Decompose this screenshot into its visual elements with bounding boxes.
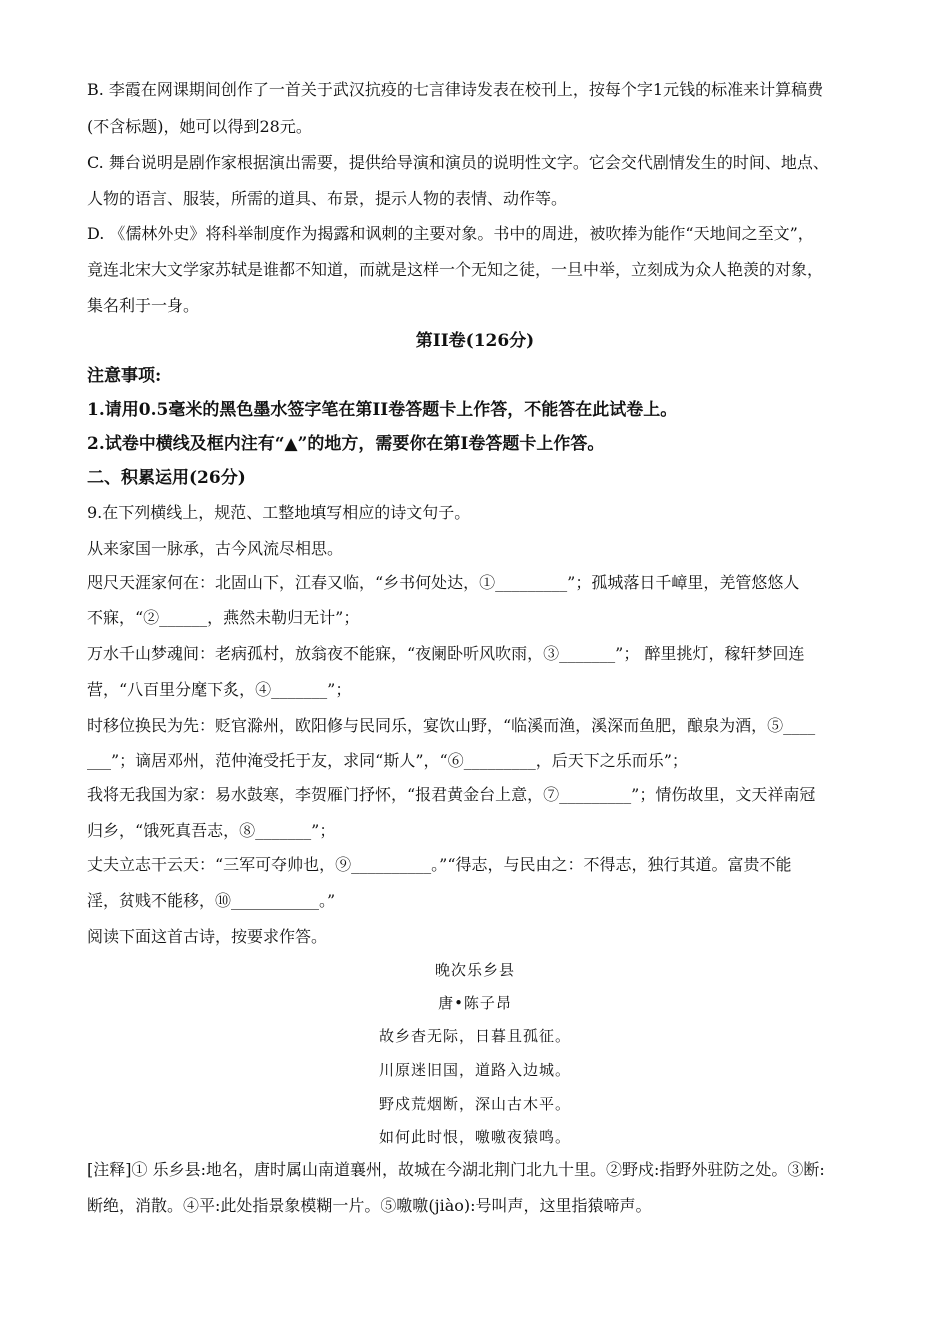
q9-line-7: ___”；谪居邓州，范仲淹受托于友，求同“斯人”，“⑥_________，后天下之乐而乐”；: [87, 751, 688, 770]
poem-note-line-1: [注释]① 乐乡县:地名，唐时属山南道襄州，故城在今湖北荆门北九十里。②野戍:指野外驻防之处。③断:: [87, 1160, 825, 1179]
poem-title: 晚次乐乡县: [434, 961, 515, 979]
q9-line-10: 丈夫立志干云天：“三军可夺帅也，⑨__________。”“得志，与民由之：不得志，独行其道。富贵不能: [87, 855, 792, 874]
question-9-stem: 9.在下列横线上，规范、工整地填写相应的诗文句子。: [87, 503, 471, 522]
note-1: 1.请用0.5毫米的黑色墨水签字笔在第II卷答题卡上作答，不能答在此试卷上。: [87, 400, 678, 420]
option-c-line-1: C. 舞台说明是剧作家根据演出需要，提供给导演和演员的说明性文字。它会交代剧情发生的时间、地点、: [87, 153, 829, 172]
q9-line-1: 从来家国一脉承，古今风流尽相思。: [87, 539, 344, 558]
option-c-line-2: 人物的语言、服装，所需的道具、布景，提示人物的表情、动作等。: [87, 189, 568, 208]
q9-line-11: 淫，贫贱不能移，⑩___________。”: [87, 891, 336, 910]
option-d-line-3: 集名利于一身。: [87, 296, 200, 315]
q9-line-8: 我将无我国为家：易水鼓寒，李贺雁门抒怀，“报君黄金台上意，⑦_________”；情伤故里，文天祥南冠: [87, 785, 816, 804]
section-title: 第II卷(126分): [415, 331, 535, 351]
option-b-line-2: (不含标题)，她可以得到28元。: [87, 117, 312, 136]
poem-intro: 阅读下面这首古诗，按要求作答。: [87, 927, 328, 946]
q9-line-9: 归乡，“饿死真吾志，⑧_______”；: [87, 821, 336, 840]
poem-author: 唐•陈子昂: [438, 994, 512, 1012]
q9-line-3: 不寐，“②______，燕然未勒归无计”；: [87, 608, 360, 627]
option-d-line-1: D. 《儒林外史》将科举制度作为揭露和讽刺的主要对象。书中的周进，被吹捧为能作“天地间之至文”，: [87, 224, 814, 243]
poem-note-line-2: 断绝，消散。④平:此处指景象模糊一片。⑤噭噭(jiào):号叫声，这里指猿啼声。: [87, 1196, 652, 1215]
q9-line-6: 时移位换民为先：贬官滁州，欧阳修与民同乐，宴饮山野，“临溪而渔，溪深而鱼肥，酿泉为酒，⑤____: [87, 716, 816, 735]
q9-line-4: 万水千山梦魂间：老病孤村，放翁夜不能寐，“夜阑卧听风吹雨，③_______”； 醉里挑灯，稼轩梦回连: [87, 644, 805, 663]
poem-line-1: 故乡杳无际，日暮且孤征。: [378, 1027, 571, 1045]
notes-heading: 注意事项:: [87, 366, 162, 386]
q9-line-2: 咫尺天涯家何在：北固山下，江春又临，“乡书何处达，①_________”；孤城落日千嶂里，羌管悠悠人: [87, 573, 800, 592]
poem-line-2: 川原迷旧国，道路入边城。: [378, 1061, 571, 1079]
poem-line-3: 野戍荒烟断，深山古木平。: [378, 1095, 571, 1113]
poem-line-4: 如何此时恨，噭噭夜猿鸣。: [378, 1128, 571, 1146]
part-heading: 二、积累运用(26分): [87, 468, 246, 488]
note-2: 2.试卷中横线及框内注有“▲”的地方，需要你在第I卷答题卡上作答。: [87, 434, 605, 454]
q9-line-5: 营，“八百里分麾下炙，④_______”；: [87, 680, 352, 699]
option-d-line-2: 竟连北宋大文学家苏轼是谁都不知道，而就是这样一个无知之徒，一旦中举，立刻成为众人艳羡的对象，: [87, 260, 824, 279]
option-b-line-1: B. 李霞在网课期间创作了一首关于武汉抗疫的七言律诗发表在校刊上，按每个字1元钱的标准来计算稿费: [87, 80, 824, 99]
